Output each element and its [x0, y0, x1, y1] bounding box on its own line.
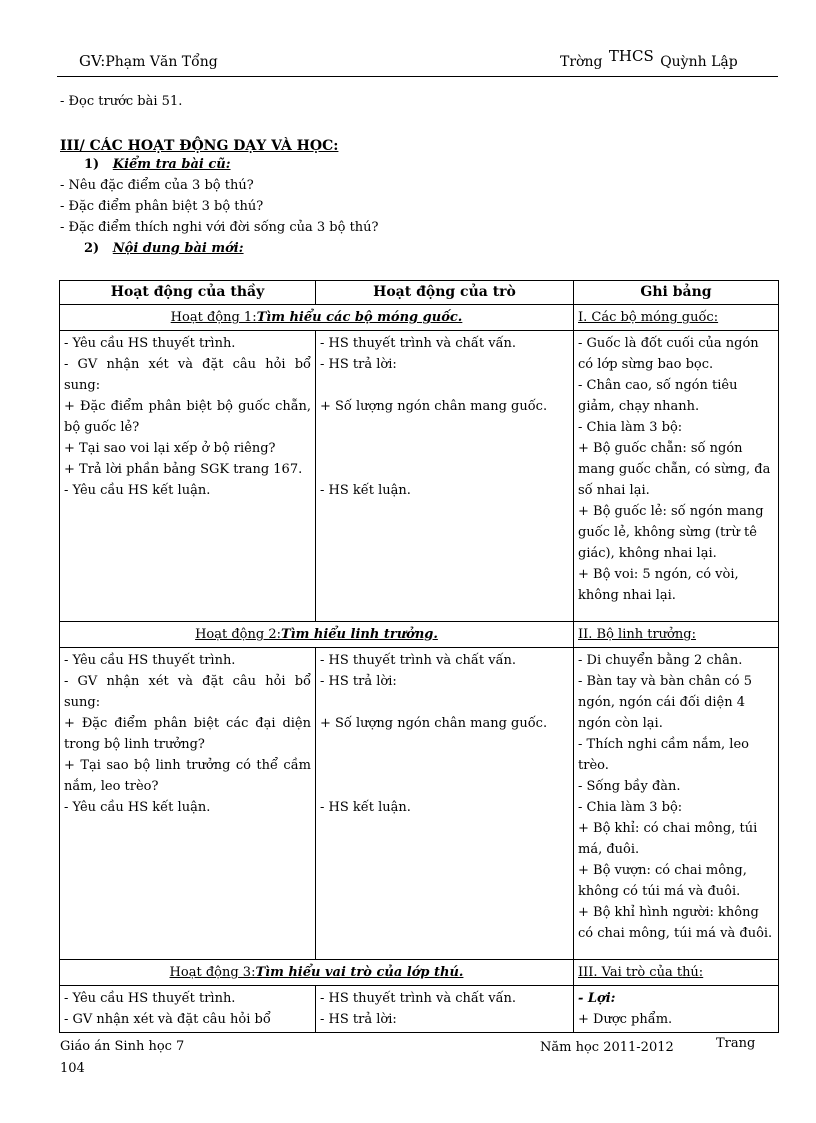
list-item: + Bộ khỉ hình người: không có chai mông, túi má và đuôi. — [578, 905, 773, 941]
list-item: - GV nhận xét và đặt câu hỏi bổ sung: — [64, 674, 311, 710]
activity-title — [60, 960, 574, 986]
list-item: - Chia làm 3 bộ: — [578, 800, 683, 815]
student-cell — [316, 648, 574, 960]
school-type: THCS — [608, 47, 654, 65]
list-item: - Yêu cầu HS thuyết trình. — [64, 653, 236, 668]
list-item: - Yêu cầu HS kết luận. — [64, 800, 211, 815]
teacher-name: Phạm Văn Tổng — [105, 54, 218, 70]
footer-subject — [60, 1036, 184, 1080]
list-item: + Tại sao voi lại xếp ở bộ riêng? — [64, 441, 276, 456]
student-cell — [316, 331, 574, 622]
col-student: Hoạt động của trò — [316, 281, 574, 305]
section-title: III/ CÁC HOẠT ĐỘNG DẠY VÀ HỌC: — [60, 138, 339, 154]
list-item: - Yêu cầu HS thuyết trình. — [64, 336, 236, 351]
activity-name: Tìm hiểu linh trưởng. — [281, 627, 438, 642]
header-school — [560, 47, 738, 70]
list-item: + Bộ guốc chẵn: số ngón mang guốc chẵn, có sừng, đa số nhai lại. — [578, 441, 771, 498]
list-item: + Đặc điểm phân biệt các đại diện trong bộ linh trưởng? — [64, 716, 311, 752]
list-item: + Bộ khỉ: có chai mông, túi má, đuôi. — [578, 821, 758, 857]
activity-content-row — [60, 648, 779, 960]
activity-name: Tìm hiểu các bộ móng guốc. — [256, 310, 463, 325]
activity-name: Tìm hiểu vai trò của lớp thú. — [255, 965, 464, 980]
note-heading: III. Vai trò của thú: — [574, 960, 779, 986]
list-item: - HS trả lời: — [320, 1012, 397, 1027]
header-teacher — [79, 52, 218, 70]
check-heading — [84, 157, 231, 172]
activity-prefix: Hoạt động 2: — [195, 627, 281, 642]
list-item: - Chân cao, số ngón tiêu giảm, chạy nhanh. — [578, 378, 738, 414]
note-heading: I. Các bộ móng guốc: — [574, 305, 779, 331]
list-item: - HS kết luận. — [320, 483, 411, 498]
school-prefix: Trờng — [560, 54, 603, 70]
activity-row — [60, 960, 779, 986]
activity-title — [60, 305, 574, 331]
teacher-cell — [60, 331, 316, 622]
activity-prefix: Hoạt động 3: — [169, 965, 256, 980]
list-item: + Bộ guốc lẻ: số ngón mang guốc lẻ, không sừng (trừ tê giác), không nhai lại. — [578, 504, 764, 561]
list-item: + Tại sao bộ linh trưởng có thể cầm nắm, leo trèo? — [64, 758, 311, 794]
list-item: + Trả lời phần bảng SGK trang 167. — [64, 462, 303, 477]
activity-row — [60, 622, 779, 648]
list-item: - HS trả lời: — [320, 674, 397, 689]
activity-row — [60, 305, 779, 331]
list-item: - HS kết luận. — [320, 800, 411, 815]
footer-page-label: Trang — [716, 1036, 756, 1051]
new-lesson-heading — [84, 241, 244, 256]
notes-cell — [574, 648, 779, 960]
lesson-table — [59, 280, 779, 1033]
activity-content-row — [60, 986, 779, 1033]
check-label: Kiểm tra bài cũ: — [112, 157, 231, 172]
footer-line-2: 104 — [60, 1061, 85, 1076]
col-teacher: Hoạt động của thầy — [60, 281, 316, 305]
list-item: - Di chuyển bằng 2 chân. — [578, 653, 743, 668]
note-heading: II. Bộ linh trưởng: — [574, 622, 779, 648]
gv-label: GV: — [79, 52, 106, 70]
check-num: 1) — [84, 157, 100, 172]
list-item: - Yêu cầu HS thuyết trình. — [64, 991, 236, 1006]
notes-cell — [574, 331, 779, 622]
activity-title — [60, 622, 574, 648]
list-item: - Sống bầy đàn. — [578, 779, 681, 794]
list-item: + Số lượng ngón chân mang guốc. — [320, 716, 548, 731]
footer-year: Năm học 2011-2012 — [540, 1040, 674, 1055]
list-item: + Số lượng ngón chân mang guốc. — [320, 399, 548, 414]
list-item: - Thích nghi cầm nắm, leo trèo. — [578, 737, 749, 773]
table-header-row — [60, 281, 779, 305]
list-item: + Bộ vượn: có chai mông, không có túi má và đuôi. — [578, 863, 747, 899]
list-item: - Lợi: — [578, 991, 616, 1006]
school-name: Quỳnh Lập — [660, 54, 738, 70]
list-item: - HS thuyết trình và chất vấn. — [320, 653, 517, 668]
activity-content-row — [60, 331, 779, 622]
list-item: - Chia làm 3 bộ: — [578, 420, 683, 435]
activity-prefix: Hoạt động 1: — [170, 310, 257, 325]
new-num: 2) — [84, 241, 100, 256]
col-notes: Ghi bảng — [574, 281, 779, 305]
footer-line-1: Giáo án Sinh học 7 — [60, 1039, 185, 1054]
list-item: - HS trả lời: — [320, 357, 397, 372]
notes-cell — [574, 986, 779, 1033]
list-item: + Đặc điểm phân biệt bộ guốc chẵn, bộ guốc lẻ? — [64, 399, 311, 435]
new-label: Nội dung bài mới: — [112, 241, 244, 256]
list-item: - HS thuyết trình và chất vấn. — [320, 336, 517, 351]
list-item: + Dược phẩm. — [578, 1012, 673, 1027]
question-1: - Nêu đặc điểm của 3 bộ thú? — [60, 178, 254, 193]
list-item: - HS thuyết trình và chất vấn. — [320, 991, 517, 1006]
list-item: - Guốc là đốt cuối của ngón có lớp sừng bao bọc. — [578, 336, 759, 372]
intro-line: - Đọc trước bài 51. — [60, 94, 183, 109]
question-3: - Đặc điểm thích nghi với đời sống của 3 bộ thú? — [60, 220, 379, 235]
list-item: + Bộ voi: 5 ngón, có vòi, không nhai lại. — [578, 567, 739, 603]
list-item: - GV nhận xét và đặt câu hỏi bổ — [64, 1012, 271, 1027]
teacher-cell — [60, 986, 316, 1033]
question-2: - Đặc điểm phân biệt 3 bộ thú? — [60, 199, 264, 214]
header-rule — [57, 76, 778, 77]
list-item: - GV nhận xét và đặt câu hỏi bổ sung: — [64, 357, 311, 393]
list-item: - Bàn tay và bàn chân có 5 ngón, ngón cái đối diện 4 ngón còn lại. — [578, 674, 753, 731]
teacher-cell — [60, 648, 316, 960]
list-item: - Yêu cầu HS kết luận. — [64, 483, 211, 498]
student-cell — [316, 986, 574, 1033]
